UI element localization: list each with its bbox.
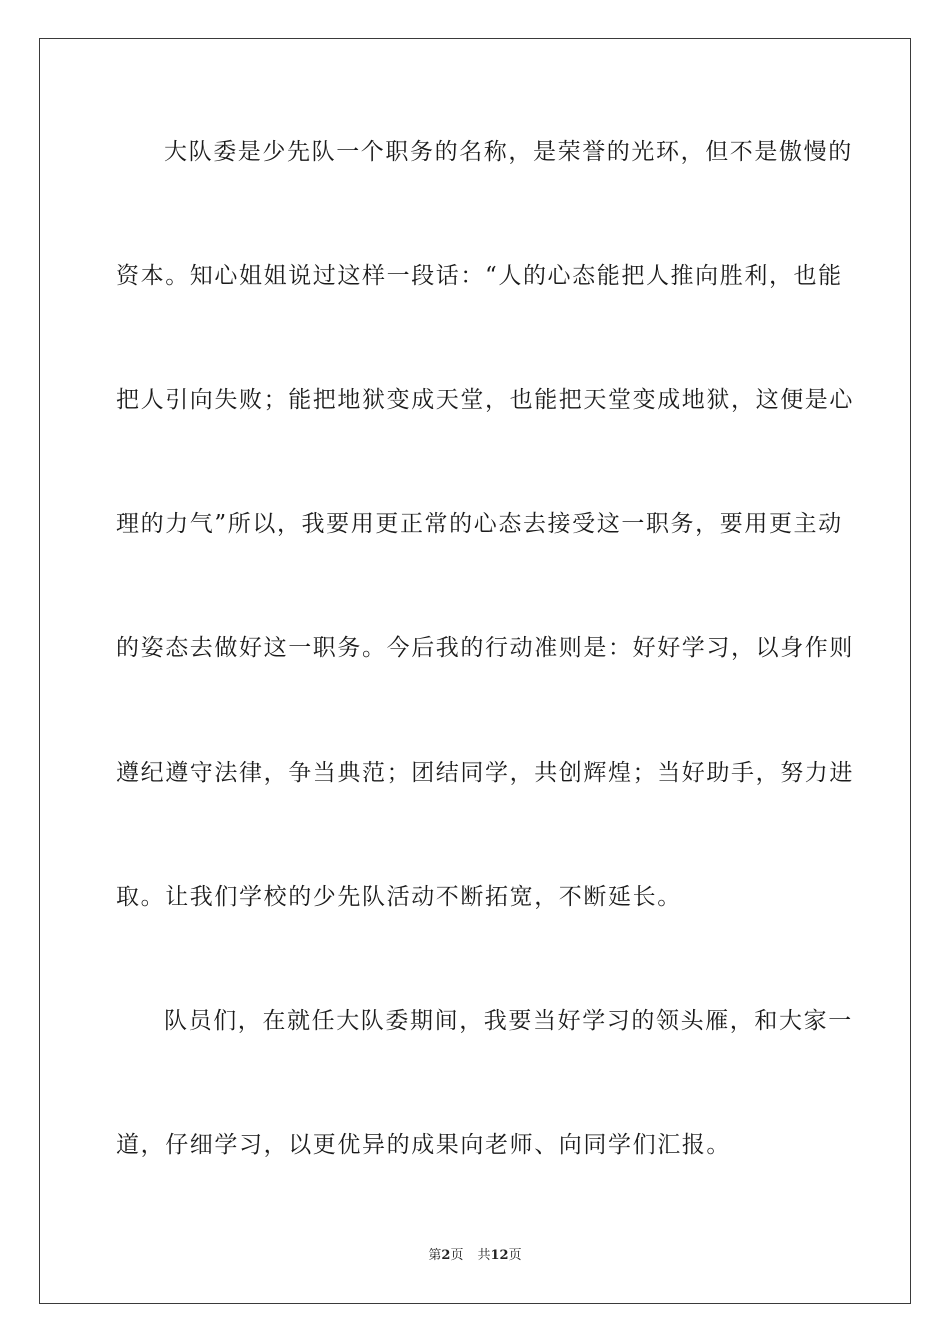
paragraph-2-line-2: 道，仔细学习，以更优异的成果向老师、向同学们汇报。: [116, 1132, 731, 1158]
total-suffix: 页: [508, 1248, 522, 1263]
page-number: 2: [441, 1248, 451, 1263]
paragraph-1-line-7: 取。让我们学校的少先队活动不断拓宽，不断延长。: [116, 884, 682, 910]
paragraph-1-line-1: 大队委是少先队一个职务的名称，是荣誉的光环，但不是傲慢的: [164, 139, 853, 165]
total-prefix: 共: [477, 1248, 491, 1263]
page-footer: [0, 1247, 950, 1265]
paragraph-1-line-4: 理的力气”所以，我要用更正常的心态去接受这一职务，要用更主动: [116, 511, 843, 537]
page-prefix: 第: [428, 1248, 442, 1263]
paragraph-2-line-1: 队员们，在就任大队委期间，我要当好学习的领头雁，和大家一: [164, 1008, 853, 1034]
page-border: [39, 38, 911, 1304]
paragraph-1-line-3: 把人引向失败；能把地狱变成天堂，也能把天堂变成地狱，这便是心: [116, 387, 854, 413]
paragraph-1-line-5: 的姿态去做好这一职务。今后我的行动准则是：好好学习，以身作则: [116, 635, 854, 661]
paragraph-1-line-6: 遵纪遵守法律，争当典范；团结同学，共创辉煌；当好助手，努力进: [116, 760, 854, 786]
paragraph-1-line-2: 资本。知心姐姐说过这样一段话：“人的心态能把人推向胜利，也能: [116, 263, 843, 289]
total-pages: 12: [490, 1248, 509, 1263]
page-suffix: 页: [450, 1248, 464, 1263]
